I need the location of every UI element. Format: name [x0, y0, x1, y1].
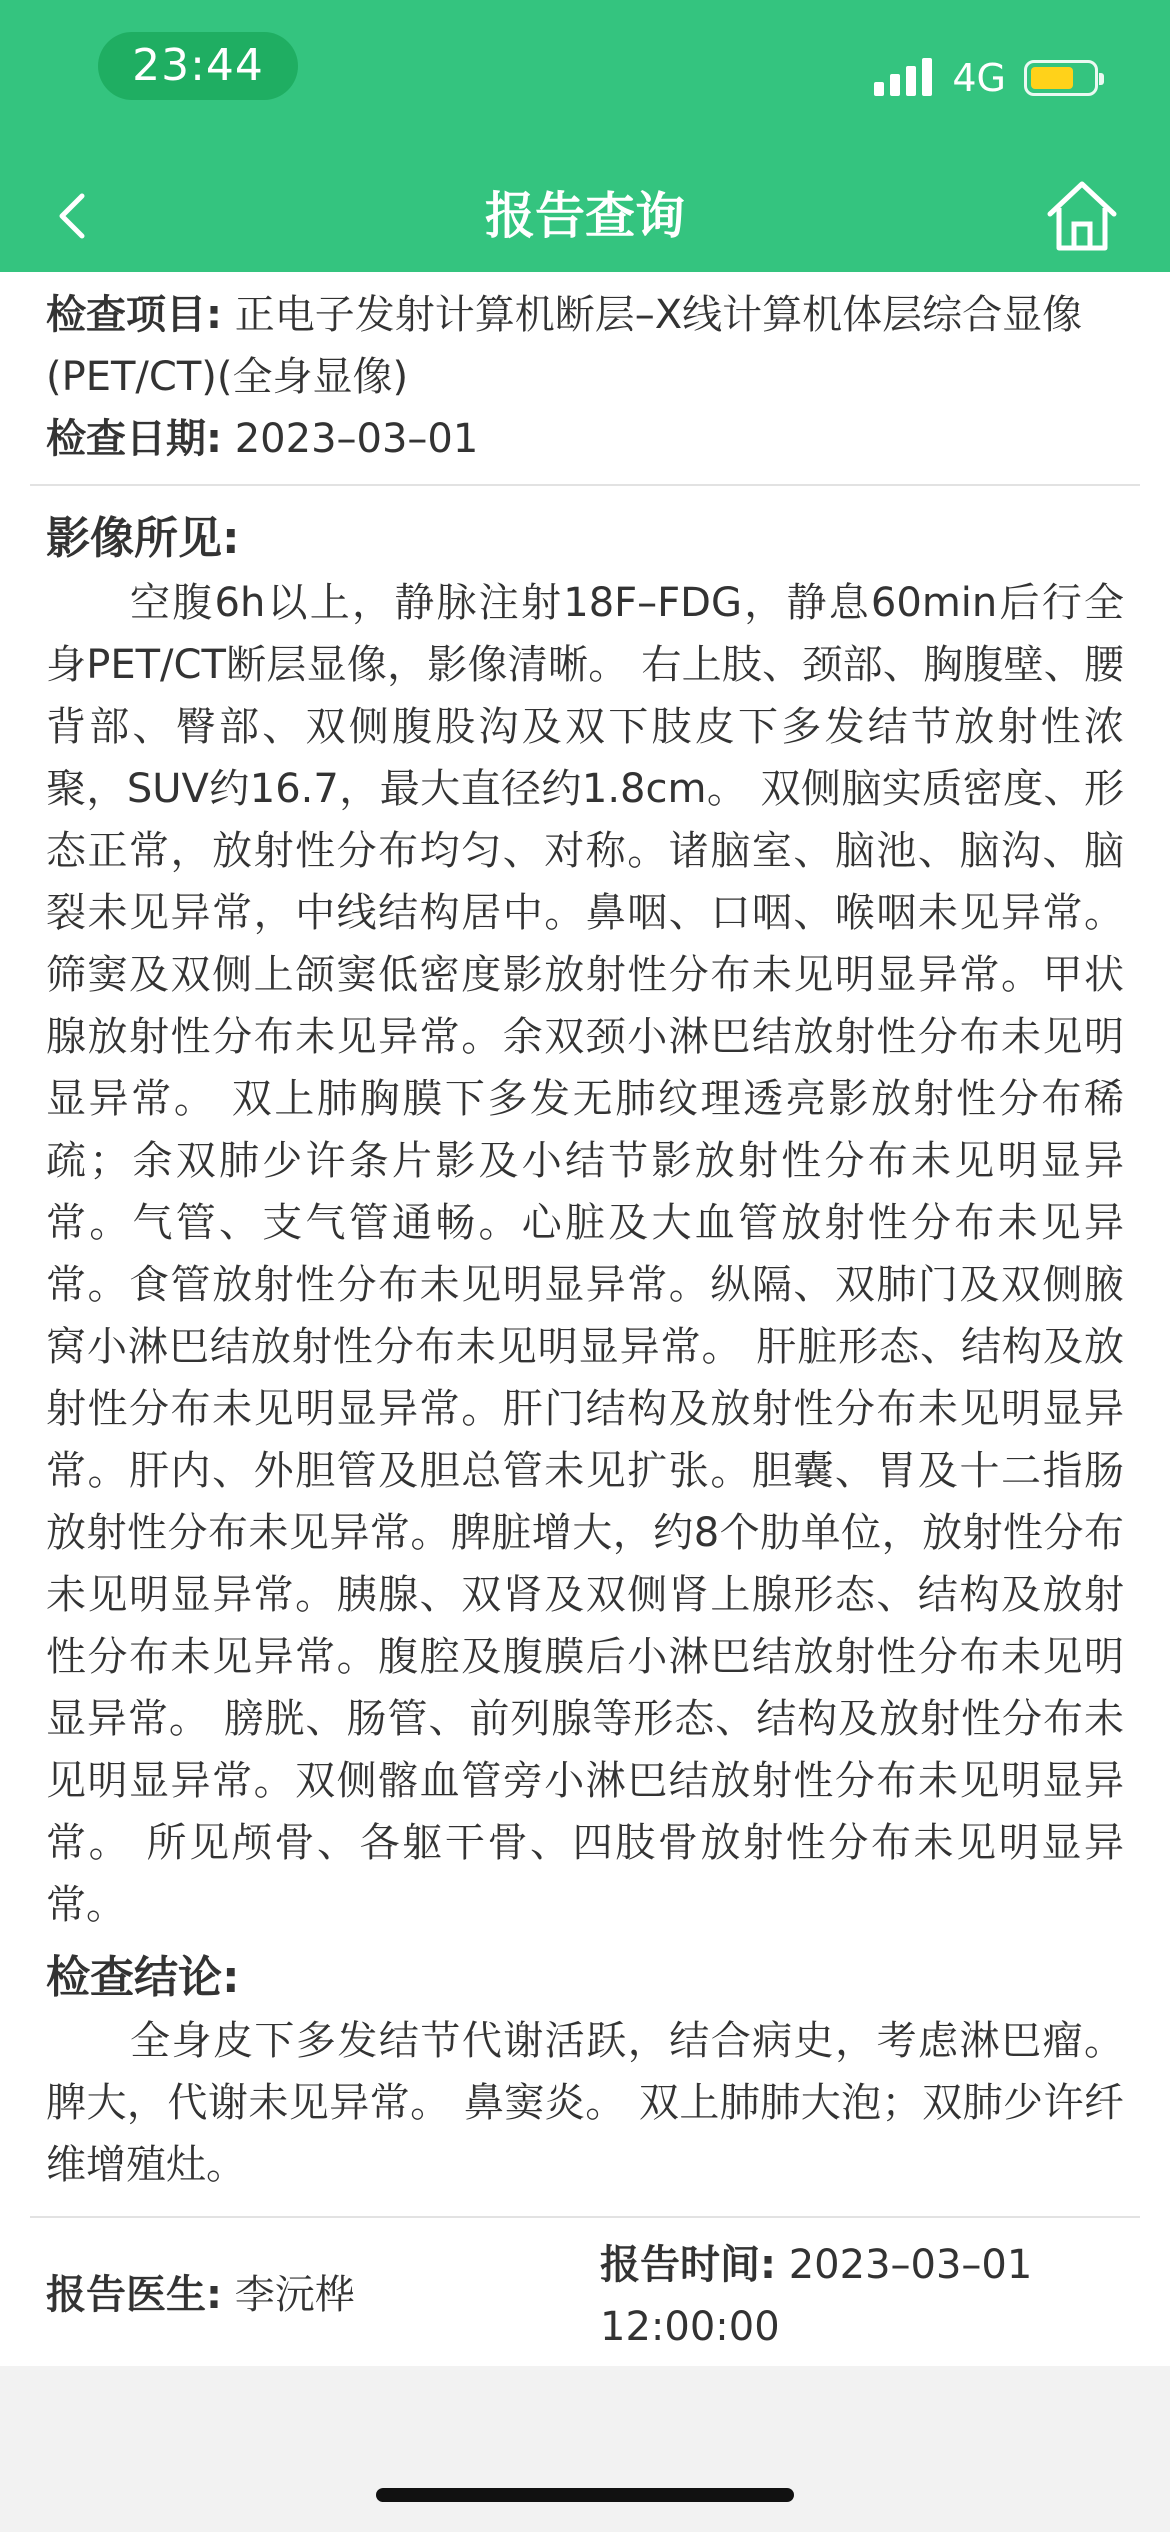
- exam-date-value: 2023–03–01: [234, 416, 479, 462]
- findings-text: 空腹6h以上，静脉注射18F–FDG，静息60min后行全身PET/CT断层显像，影像清晰。 右上肢、颈部、胸腹壁、腰背部、臀部、双侧腹股沟及双下肢皮下多发结节放射性浓聚，SUV约16.7，最大直径约1.8cm。 双侧脑实质密度、形态正常，放射性分布均匀、对称。诸脑室、脑池、脑沟、脑裂未见异常，中线结构居中。鼻咽、口咽、喉咽未见异常。筛窦及双侧上颌窦低密度影放射性分布未见明显异常。甲状腺放射性分布未见异常。余双颈小淋巴结放射性分布未见明显异常。 双上肺胸膜下多发无肺纹理透亮影放射性分布稀疏；余双肺少许条片影及小结节影放射性分布未见明显异常。气管、支气管通畅。心脏及大血管放射性分布未见异常。食管放射性分布未见明显异常。纵隔、双肺门及双侧腋窝小淋巴结放射性分布未见明显异常。 肝脏形态、结构及放射性分布未见明显异常。肝门结构及放射性分布未见明显异常。肝内、外胆管及胆总管未见扩张。胆囊、胃及十二指肠放射性分布未见异常。脾脏增大，约8个肋单位，放射性分布未见明显异常。胰腺、双肾及双侧肾上腺形态、结构及放射性分布未见异常。腹腔及腹膜后小淋巴结放射性分布未见明显异常。 膀胱、肠管、前列腺等形态、结构及放射性分布未见明显异常。双侧髂血管旁小淋巴结放射性分布未见明显异常。 所见颅骨、各躯干骨、四肢骨放射性分布未见明显异常。: [46, 580, 1124, 1928]
- conclusion-title: 检查结论:: [46, 1952, 240, 2003]
- app-header: [0, 0, 1170, 272]
- exam-item-label: 检查项目:: [46, 292, 222, 338]
- exam-date-label: 检查日期:: [46, 416, 222, 462]
- network-type: 4G: [952, 56, 1006, 100]
- home-indicator[interactable]: [376, 2488, 794, 2502]
- divider: [30, 484, 1140, 486]
- exam-item-row: [46, 284, 1124, 408]
- report-time-value: 2023–03–01 12:00:00: [600, 2242, 1033, 2350]
- report-content: [0, 272, 1170, 2366]
- signal-icon: [874, 58, 934, 98]
- report-time: [600, 2234, 1120, 2358]
- report-doctor: [46, 2264, 355, 2326]
- exam-date-row: [46, 408, 1124, 484]
- battery-icon: [1024, 60, 1098, 96]
- nav-bar: [0, 160, 1170, 272]
- status-time: 23:44: [98, 32, 298, 100]
- conclusion-text: 全身皮下多发结节代谢活跃，结合病史，考虑淋巴瘤。 脾大，代谢未见异常。 鼻窦炎。 双上肺肺大泡；双肺少许纤维增殖灶。: [46, 2018, 1124, 2188]
- doctor-label: 报告医生:: [46, 2272, 222, 2318]
- findings-title: 影像所见:: [46, 513, 240, 564]
- findings-section: [0, 506, 1170, 2216]
- status-indicators: [874, 48, 1098, 108]
- home-button[interactable]: [1034, 168, 1130, 264]
- report-footer: [0, 2218, 1170, 2358]
- home-icon: [1044, 178, 1120, 254]
- page-title: 报告查询: [485, 187, 685, 245]
- report-basic-info: [0, 272, 1170, 484]
- battery-level: [1031, 67, 1073, 89]
- doctor-value: 李沅桦: [234, 2272, 355, 2318]
- report-time-label: 报告时间:: [600, 2242, 776, 2288]
- exam-item-value: 正电子发射计算机断层–X线计算机体层综合显像(PET/CT)(全身显像): [46, 292, 1083, 400]
